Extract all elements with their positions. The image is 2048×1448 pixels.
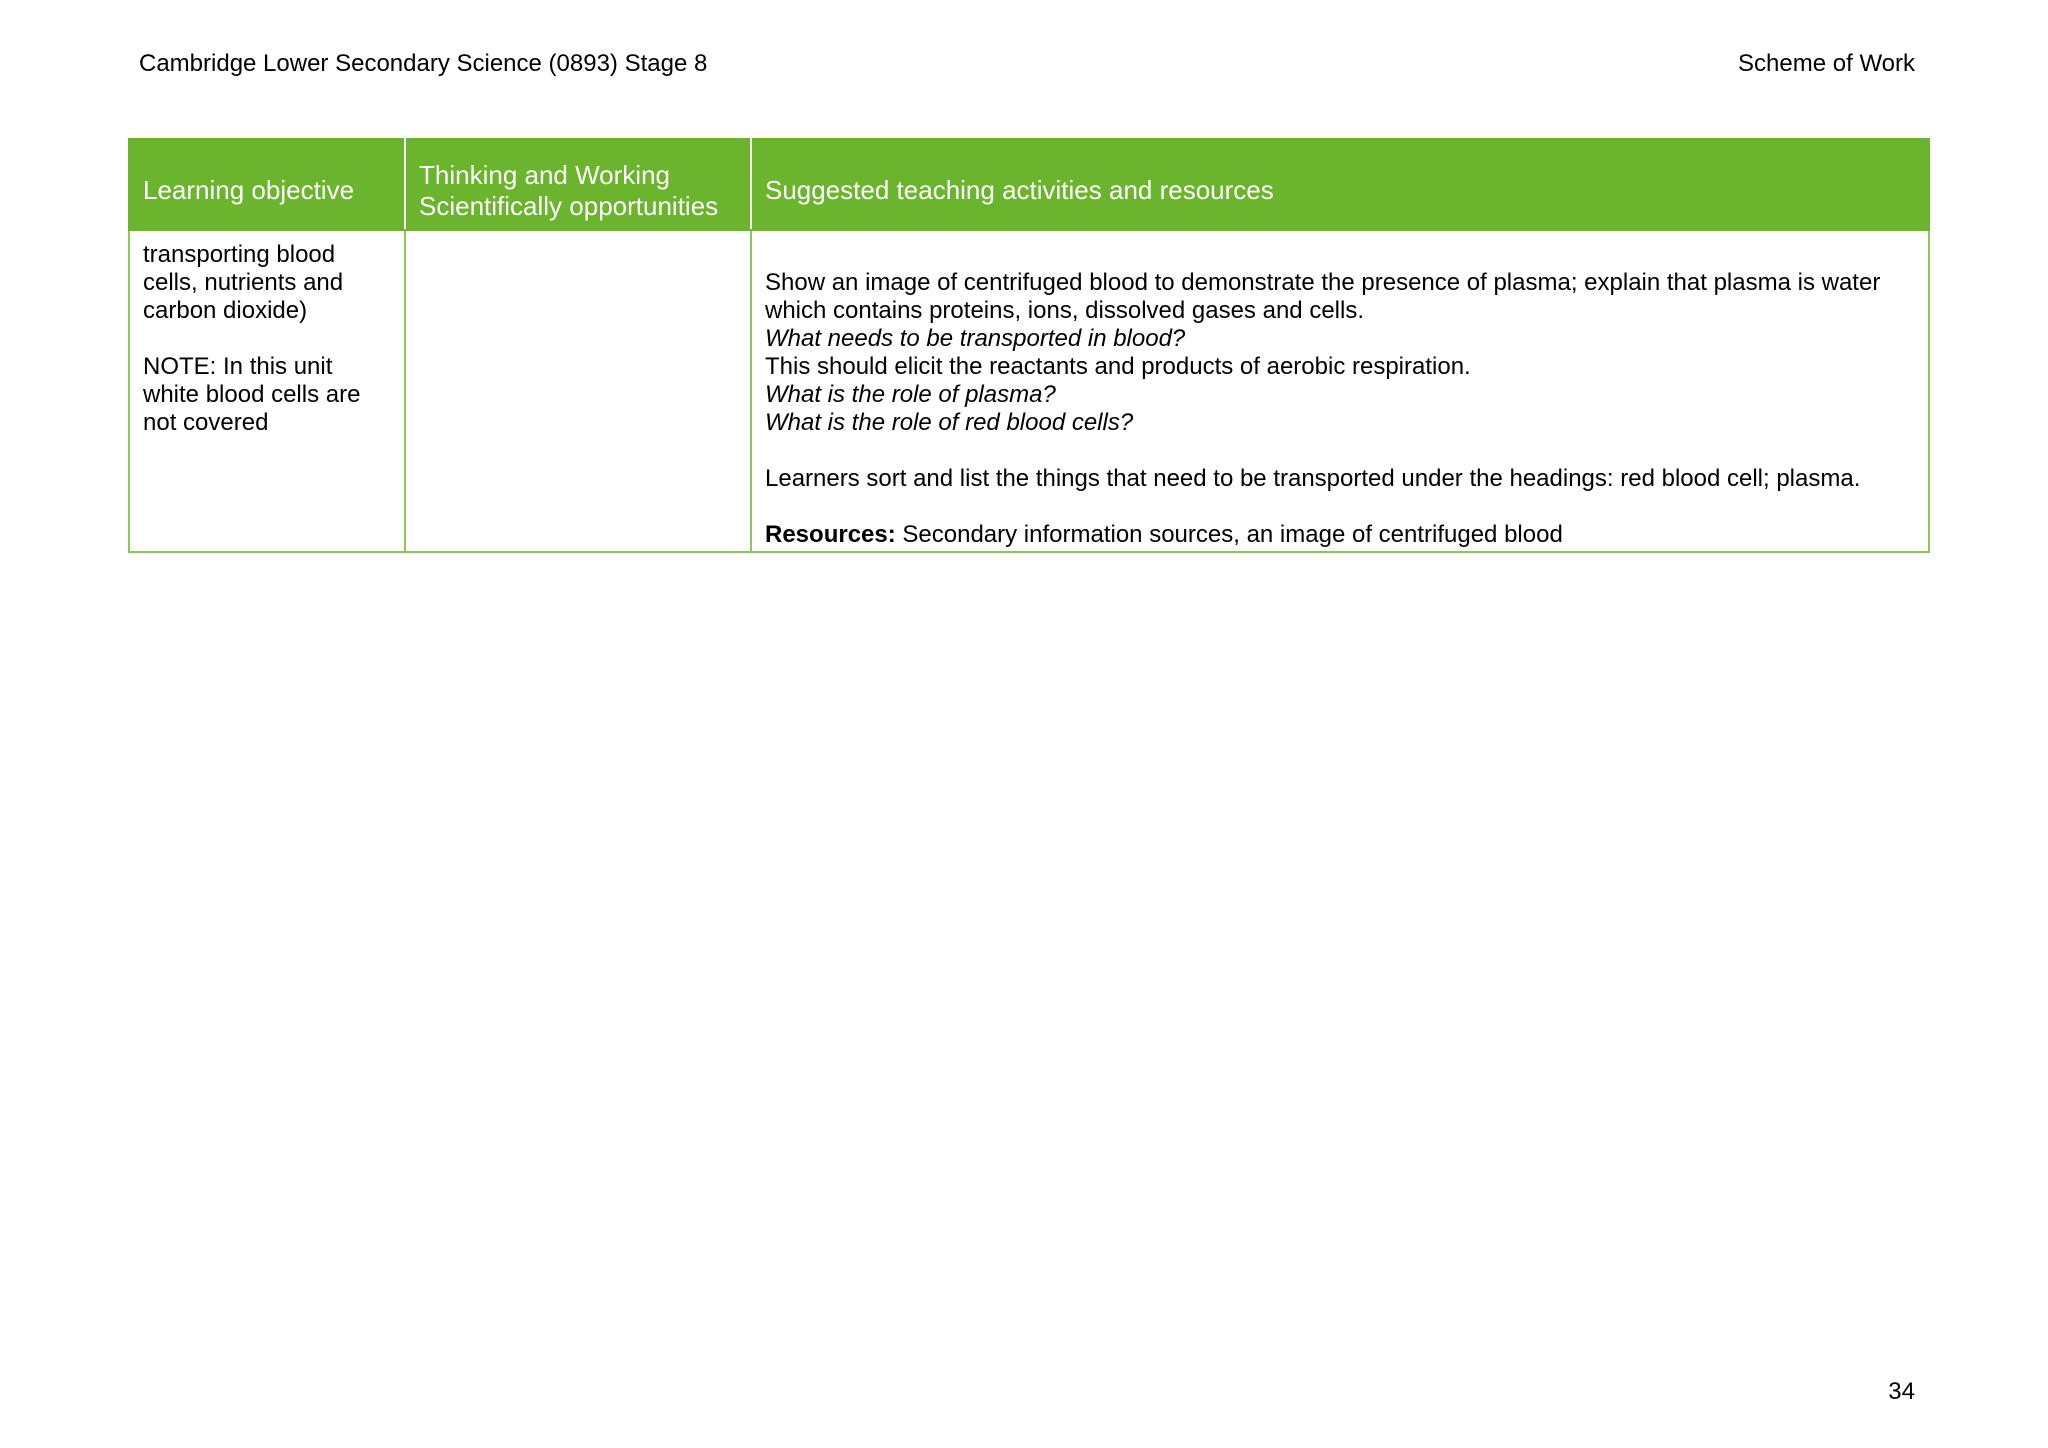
question-role-of-plasma: What is the role of plasma? — [765, 381, 1056, 408]
activity-paragraph: Show an image of centrifuged blood to demonstrate the presence of plasma; explain that plasma is water which contains proteins, ions, dissolved gases and cells. — [765, 269, 1881, 324]
page-number: 34 — [1888, 1378, 1915, 1405]
teaching-activities-cell — [751, 230, 1929, 552]
twso-cell — [405, 230, 751, 552]
objective-note: NOTE: In this unit white blood cells are not covered — [143, 353, 361, 436]
document-header-title: Cambridge Lower Secondary Science (0893) Stage 8 — [139, 50, 708, 77]
table-header-row — [129, 139, 1929, 230]
learning-objective-cell — [129, 230, 405, 552]
objective-text: transporting blood cells, nutrients and carbon dioxide) — [143, 241, 344, 324]
activity-paragraph: Learners sort and list the things that need to be transported under the headings: red blood cell; plasma. — [765, 465, 1861, 492]
scheme-of-work-table — [128, 138, 1930, 553]
table-row — [129, 230, 1929, 552]
resources-label: Resources: — [765, 521, 896, 548]
resources-text: Secondary information sources, an image of centrifuged blood — [895, 521, 1563, 548]
resources-line — [765, 521, 1915, 549]
document-header-subtitle: Scheme of Work — [1738, 50, 1915, 77]
question-transported-in-blood: What needs to be transported in blood? — [765, 325, 1186, 352]
activity-paragraph: This should elicit the reactants and products of aerobic respiration. — [765, 353, 1471, 380]
question-role-of-red-blood-cells: What is the role of red blood cells? — [765, 409, 1134, 436]
column-header-teaching-activities: Suggested teaching activities and resources — [751, 139, 1929, 230]
column-header-twso: Thinking and Working Scientifically opportunities — [405, 139, 751, 230]
column-header-learning-objective: Learning objective — [129, 139, 405, 230]
